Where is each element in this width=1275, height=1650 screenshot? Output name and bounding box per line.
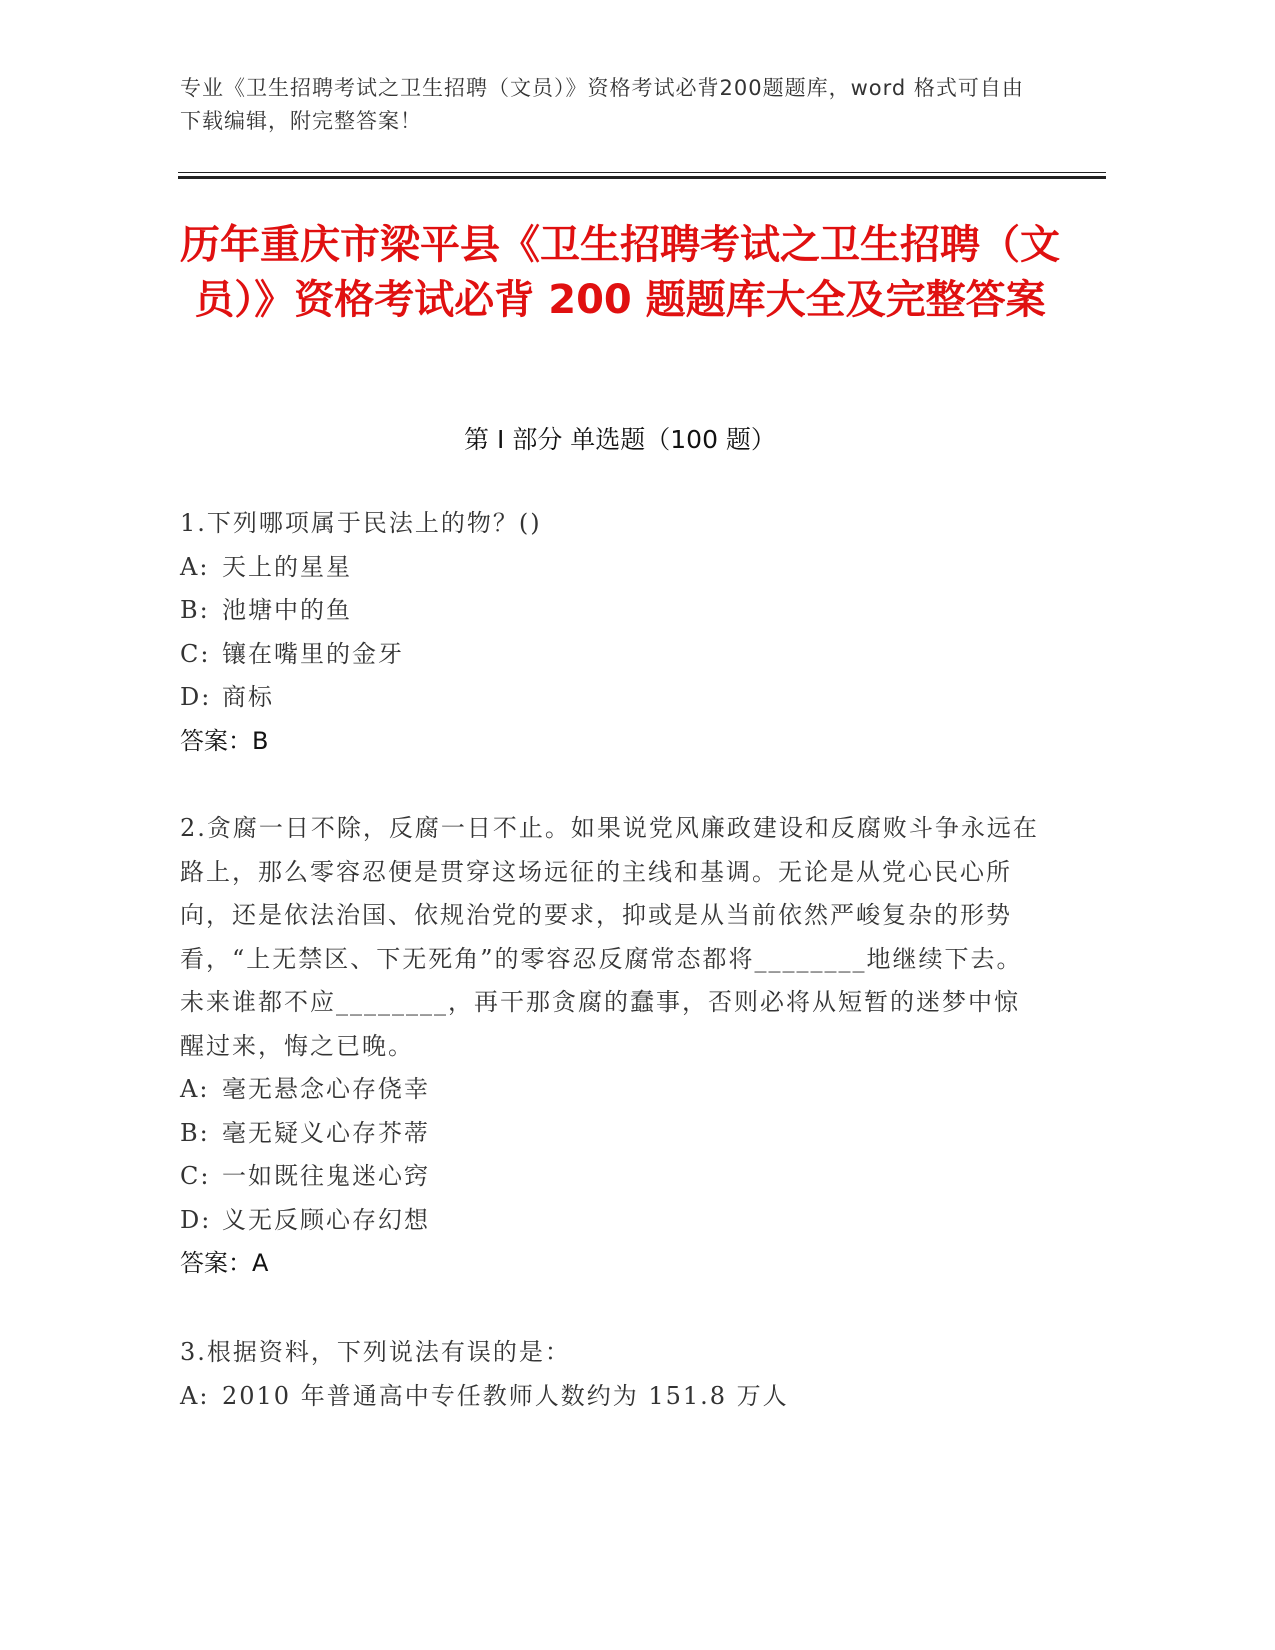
option-text: 镶在嘴里的金牙	[222, 639, 404, 668]
question-2	[180, 807, 1040, 1286]
option-b	[180, 589, 1040, 633]
option-letter: D:	[180, 1205, 212, 1234]
question-stem: 1.下列哪项属于民法上的物？()	[180, 509, 542, 537]
option-text: 毫无悬念心存侥幸	[222, 1075, 430, 1103]
section-heading: 第 I 部分 单选题（100 题）	[464, 425, 776, 454]
answer: 答案：A	[180, 1249, 269, 1277]
option-b	[180, 1112, 1040, 1156]
option-text: 商标	[222, 683, 274, 711]
question-1	[180, 502, 1040, 763]
option-d	[180, 1199, 1040, 1243]
question-stem: 3.根据资料，下列说法有误的是：	[180, 1338, 571, 1366]
option-letter: A:	[180, 552, 210, 581]
document-title: 历年重庆市梁平县《卫生招聘考试之卫生招聘（文员）》资格考试必背 200 题题库大全及完整答案	[180, 222, 1060, 323]
header-divider-thin	[178, 172, 1106, 173]
header-divider-thick	[178, 176, 1106, 179]
option-letter: A:	[180, 1075, 210, 1103]
option-a	[180, 1068, 1040, 1112]
option-text: 义无反顾心存幻想	[222, 1205, 430, 1234]
option-text: 一如既往鬼迷心窍	[222, 1162, 430, 1190]
option-letter: B:	[180, 596, 210, 624]
option-text: 池塘中的鱼	[222, 596, 352, 624]
option-c	[180, 1155, 1040, 1199]
option-letter: A:	[180, 1381, 210, 1410]
option-c	[180, 633, 1040, 677]
option-text: 2010 年普通高中专任教师人数约为 151.8 万人	[222, 1381, 789, 1410]
question-stem: 2.贪腐一日不除，反腐一日不止。如果说党风廉政建设和反腐败斗争永远在路上，那么零容忍便是贯穿这场远征的主线和基调。无论是从党心民心所向，还是依法治国、依规治党的要求，抑或是从当前依然严峻复杂的形势看，“上无禁区、下无死角”的零容忍反腐常态都将________地继续下去。未来谁都不应________，再干那贪腐的蠢事，否则必将从短暂的迷梦中惊醒过来，悔之已晚。	[180, 814, 1039, 1060]
question-3	[180, 1331, 1040, 1418]
answer: 答案：B	[180, 726, 269, 755]
option-d	[180, 676, 1040, 720]
header-note: 专业《卫生招聘考试之卫生招聘（文员）》资格考试必背200题题库，word 格式可自由下载编辑，附完整答案！	[180, 76, 1024, 133]
option-letter: C:	[180, 639, 211, 668]
option-a	[180, 546, 1040, 590]
option-a	[180, 1375, 1040, 1419]
option-letter: C:	[180, 1162, 211, 1190]
option-letter: B:	[180, 1118, 210, 1147]
option-text: 毫无疑义心存芥蒂	[222, 1118, 430, 1147]
option-text: 天上的星星	[222, 552, 352, 581]
option-letter: D:	[180, 683, 212, 711]
